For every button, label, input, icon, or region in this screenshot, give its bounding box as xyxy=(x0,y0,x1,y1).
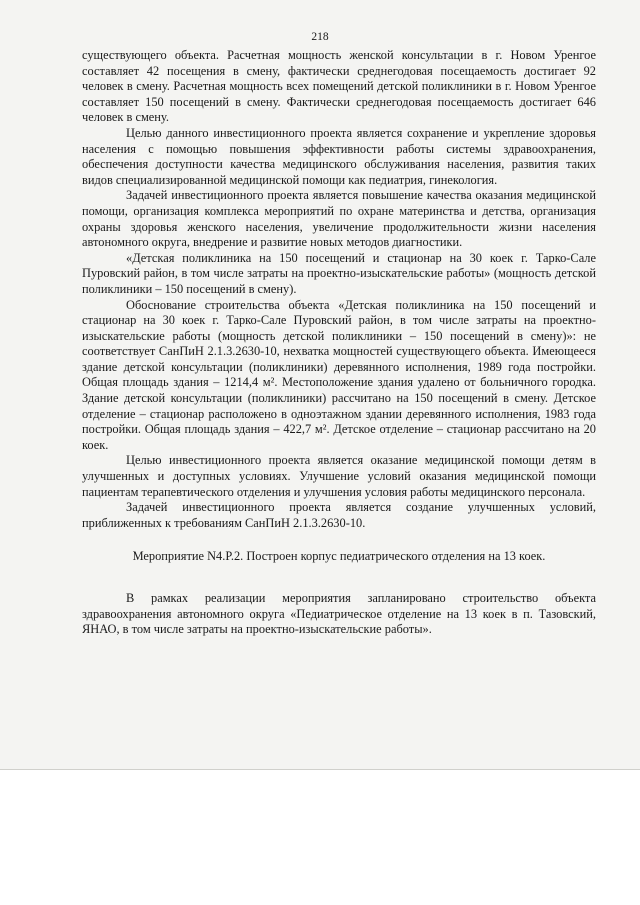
paragraph-project-task: Задачей инвестиционного проекта является создание улучшенных условий, приближенных к требованиям СанПиН 2.1.3.2630-10. xyxy=(82,500,596,530)
paragraph-justification: Обоснование строительства объекта «Детская поликлиника на 150 посещений и стационар на 30 коек г. Тарко-Сале Пуровский район, в том числе затраты на проектно-изыскательские работы (мощность детской поликлиники – 150 посещений в смену)»: не соответствует СанПиН 2.1.3.2630-10, нехватка мощностей существующего объекта. Имеющееся здание детской консультации (поликлиники) деревянного исполнения, 1989 года постройки. Общая площадь здания – 1214,4 м². Местоположение здания удалено от больничного городка. Здание детской консультации (поликлиники) рассчитано на 150 посещений в смену. Детское отделение – стационар расположено в одноэтажном здании деревянного исполнения, 1983 года постройки. Общая площадь здания – 422,7 м². Детское отделение – стационар рассчитано на 20 коек. xyxy=(82,297,596,452)
section-heading: Мероприятие N4.P.2. Построен корпус педиатрического отделения на 13 коек. xyxy=(132,549,546,564)
paragraph-project-goal: Целью инвестиционного проекта является оказание медицинской помощи детям в улучшенных и доступных условиях. Улучшение условий оказания медицинской помощи пациентам терапевтического отделения и улучшения условия работы медицинского персонала. xyxy=(82,453,596,499)
paragraph-goal: Целью данного инвестиционного проекта является сохранение и укрепление здоровья населения с помощью повышения эффективности работы системы здравоохранения, обеспечения доступности качества медицинского обслуживания населения, развития таких видов специализированной медицинской помощи как педиатрия, гинекология. xyxy=(82,125,596,187)
page-number: 218 xyxy=(311,31,329,43)
paragraph-task: Задачей инвестиционного проекта является повышение качества оказания медицинской помощи, организация комплекса мероприятий по охране материнства и детства, организация охраны здоровья женского населения, увеличение продолжительности жизни населения автономного округа, внедрение и развитие новых методов диагностики. xyxy=(82,188,596,250)
paragraph-project-title: «Детская поликлиника на 150 посещений и стационар на 30 коек г. Тарко-Сале Пуровский район, в том числе затраты на проектно-изыскательские работы» (мощность детской поликлиники – 150 посещений в смену). xyxy=(82,250,596,296)
document-body xyxy=(82,48,596,638)
scan-edge-divider xyxy=(0,769,640,770)
paragraph-continuation: существующего объекта. Расчетная мощность женской консультации в г. Новом Уренгое составляет 42 посещения в смену, фактически среднегодовая посещаемость достигает 92 человек в смену. Расчетная мощность всех помещений детской поликлиники в г. Новом Уренгое составляет 150 посещений в смену. Фактически среднегодовая посещаемость достигает 646 человек в смену. xyxy=(82,48,596,125)
paragraph-final: В рамках реализации мероприятия запланировано строительство объекта здравоохранения автономного округа «Педиатрическое отделение на 13 коек в п. Тазовский, ЯНАО, в том числе затраты на проектно-изыскательские работы». xyxy=(82,591,596,637)
